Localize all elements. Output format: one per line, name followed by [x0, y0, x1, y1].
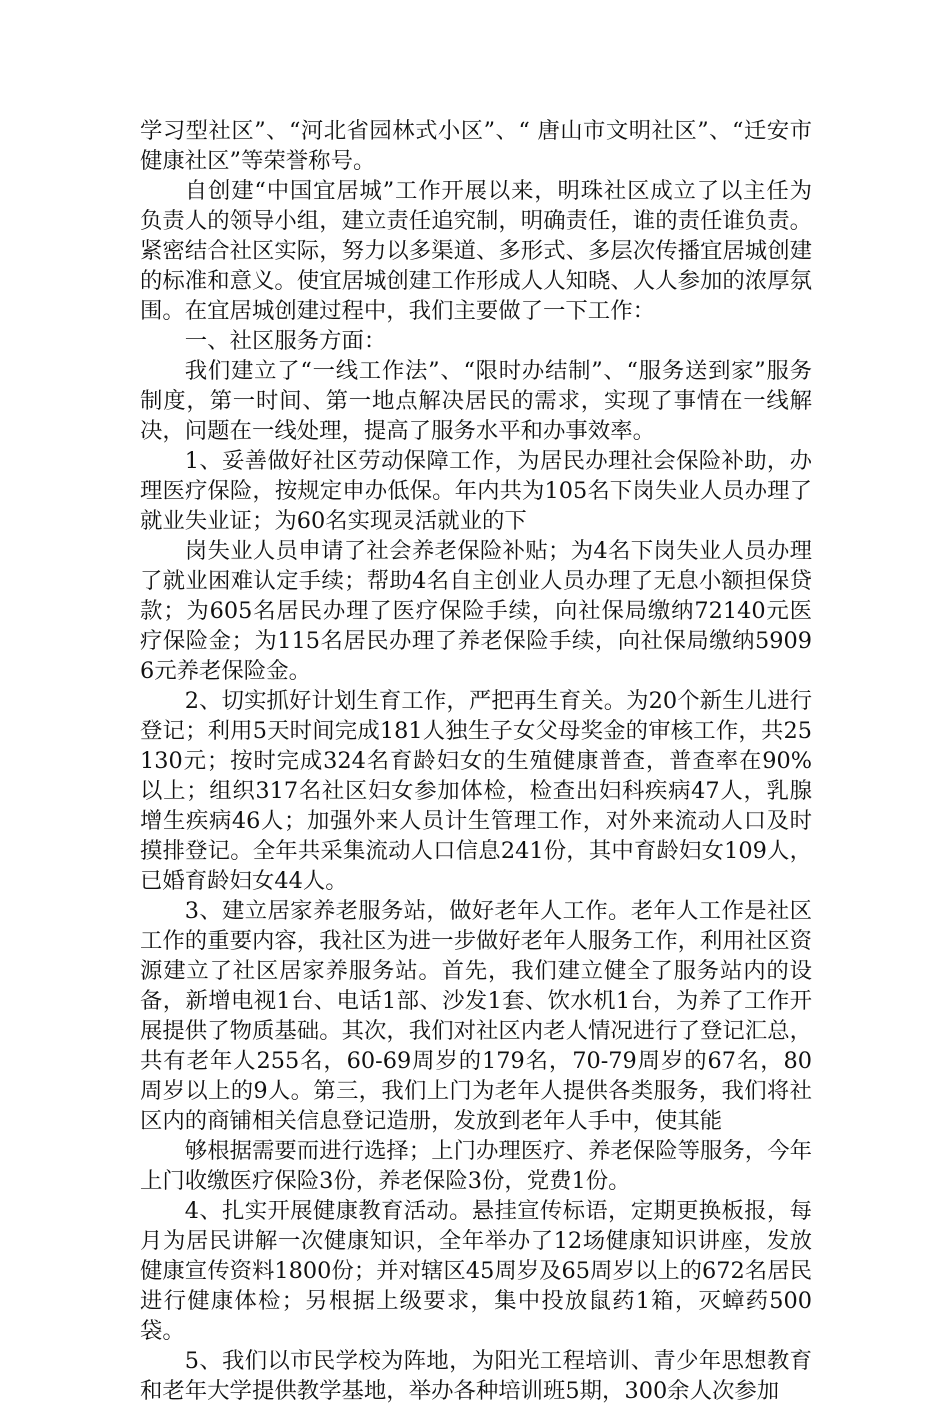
paragraph-family-planning: 2、切实抓好计划生育工作，严把再生育关。为20个新生儿进行登记；利用5天时间完成181人独生子女父母奖金的审核工作，共25130元；按时完成324名育龄妇女的生殖健康普查，普查率在90%以上；组织317名社区妇女参加体检，检查出妇科疾病47人，乳腺增生疾病46人；加强外来人员计生管理工作，对外来流动人口及时摸排登记。全年共采集流动人口信息241份，其中育龄妇女109人，已婚育龄妇女44人。 [140, 688, 812, 894]
paragraph-intro: 自创建“中国宜居城”工作开展以来，明珠社区成立了以主任为负责人的领导小组，建立责任追究制，明确责任，谁的责任谁负责。紧密结合社区实际，努力以多渠道、多形式、多层次传播宜居城创建的标准和意义。使宜居城创建工作形成人人知晓、人人参加的浓厚氛围。在宜居城创建过程中，我们主要做了一下工作： [140, 178, 812, 324]
section-heading-community-service: 一、社区服务方面： [184, 328, 387, 354]
paragraph-labor-security: 1、妥善做好社区劳动保障工作，为居民办理社会保险补助，办理医疗保险，按规定申办低保。年内共为105名下岗失业人员办理了就业失业证；为60名实现灵活就业的下 [140, 448, 812, 534]
paragraph-honors-continued: 学习型社区”、“河北省园林式小区”、“ 唐山市文明社区”、“迁安市健康社区”等荣誉称号。 [140, 118, 812, 174]
paragraph-citizen-school: 5、我们以市民学校为阵地，为阳光工程培训、青少年思想教育和老年大学提供教学基地，举办各种培训班5期，300余人次参加 [140, 1348, 812, 1404]
paragraph-elderly-care: 3、建立居家养老服务站，做好老年人工作。老年人工作是社区工作的重要内容，我社区为进一步做好老年人服务工作，利用社区资源建立了社区居家养服务站。首先，我们建立健全了服务站内的设备，新增电视1台、电话1部、沙发1套、饮水机1台，为养了工作开展提供了物质基础。其次，我们对社区内老人情况进行了登记汇总，共有老年人255名，60-69周岁的179名，70-79周岁的67名，80周岁以上的9人。第三，我们上门为老年人提供各类服务，我们将社区内的商铺相关信息登记造册，发放到老年人手中，使其能 [140, 898, 812, 1134]
paragraph-service-system: 我们建立了“一线工作法”、“限时办结制”、“服务送到家”服务制度，第一时间、第一地点解决居民的需求，实现了事情在一线解决，问题在一线处理，提高了服务水平和办事效率。 [140, 358, 812, 444]
paragraph-labor-security-continued: 岗失业人员申请了社会养老保险补贴；为4名下岗失业人员办理了就业困难认定手续；帮助4名自主创业人员办理了无息小额担保贷款；为605名居民办理了医疗保险手续，向社保局缴纳72140元医疗保险金；为115名居民办理了养老保险手续，向社保局缴纳59096元养老保险金。 [140, 538, 812, 684]
paragraph-health-education: 4、扎实开展健康教育活动。悬挂宣传标语，定期更换板报，每月为居民讲解一次健康知识，全年举办了12场健康知识讲座，发放健康宣传资料1800份；并对辖区45周岁及65周岁以上的672名居民进行健康体检；另根据上级要求，集中投放鼠药1箱，灭蟑药500袋。 [140, 1198, 812, 1344]
paragraph-elderly-care-continued: 够根据需要而进行选择；上门办理医疗、养老保险等服务，今年上门收缴医疗保险3份，养老保险3份，党费1份。 [140, 1138, 812, 1194]
document-page [140, 116, 812, 1406]
